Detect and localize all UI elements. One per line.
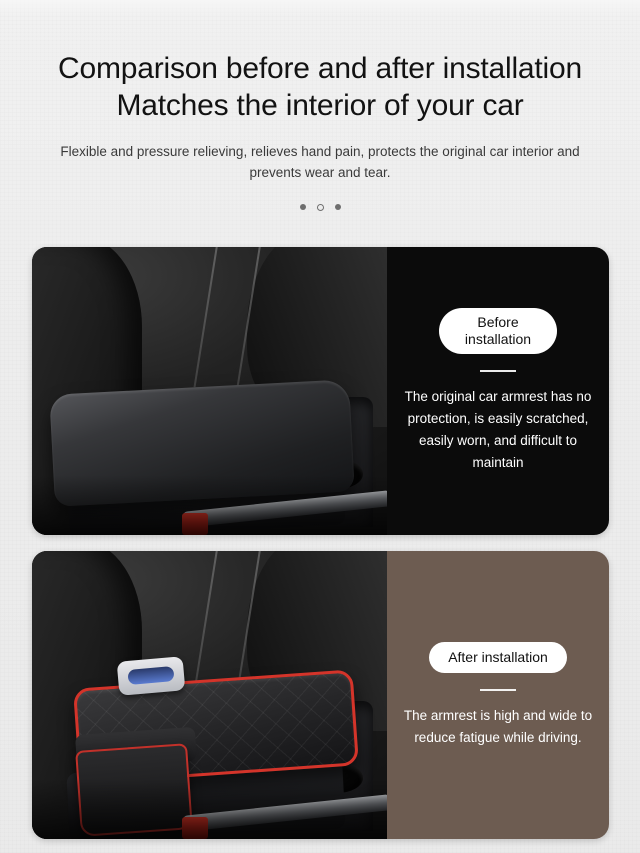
photo-shadow-overlay bbox=[32, 475, 387, 535]
phone-holder-slot bbox=[117, 656, 186, 696]
page-title-line-1: Comparison before and after installation bbox=[58, 52, 582, 85]
page-subtitle: Flexible and pressure relieving, relieves hand pain, protects the original car interior and prevents wear and tear. bbox=[60, 144, 580, 180]
badge-after-installation: After installation bbox=[429, 642, 567, 673]
badge-before-installation bbox=[439, 308, 557, 354]
divider-rule bbox=[480, 689, 516, 691]
description-before: The original car armrest has no protection, is easily scratched, easily worn, and difficult to maintain bbox=[404, 389, 592, 470]
description-after: The armrest is high and wide to reduce fatigue while driving. bbox=[403, 707, 593, 745]
carousel-dots[interactable] bbox=[0, 202, 640, 212]
carousel-dot-2[interactable] bbox=[317, 204, 324, 211]
badge-before-line-1: Before bbox=[477, 314, 519, 330]
header-block bbox=[0, 0, 640, 183]
photo-shadow-overlay bbox=[32, 779, 387, 839]
carousel-dot-1[interactable] bbox=[300, 204, 306, 210]
info-before bbox=[387, 247, 609, 535]
divider-rule bbox=[480, 370, 516, 372]
info-after bbox=[387, 551, 609, 839]
comparison-panel-after bbox=[32, 551, 609, 839]
page-title-line-2: Matches the interior of your car bbox=[116, 89, 524, 122]
top-edge-fade bbox=[0, 0, 640, 16]
comparison-panel-before bbox=[32, 247, 609, 535]
badge-before-line-2: installation bbox=[464, 331, 532, 347]
photo-after-installation bbox=[32, 551, 387, 839]
photo-before-installation bbox=[32, 247, 387, 535]
carousel-dot-3[interactable] bbox=[335, 204, 341, 210]
page-title bbox=[0, 50, 640, 124]
